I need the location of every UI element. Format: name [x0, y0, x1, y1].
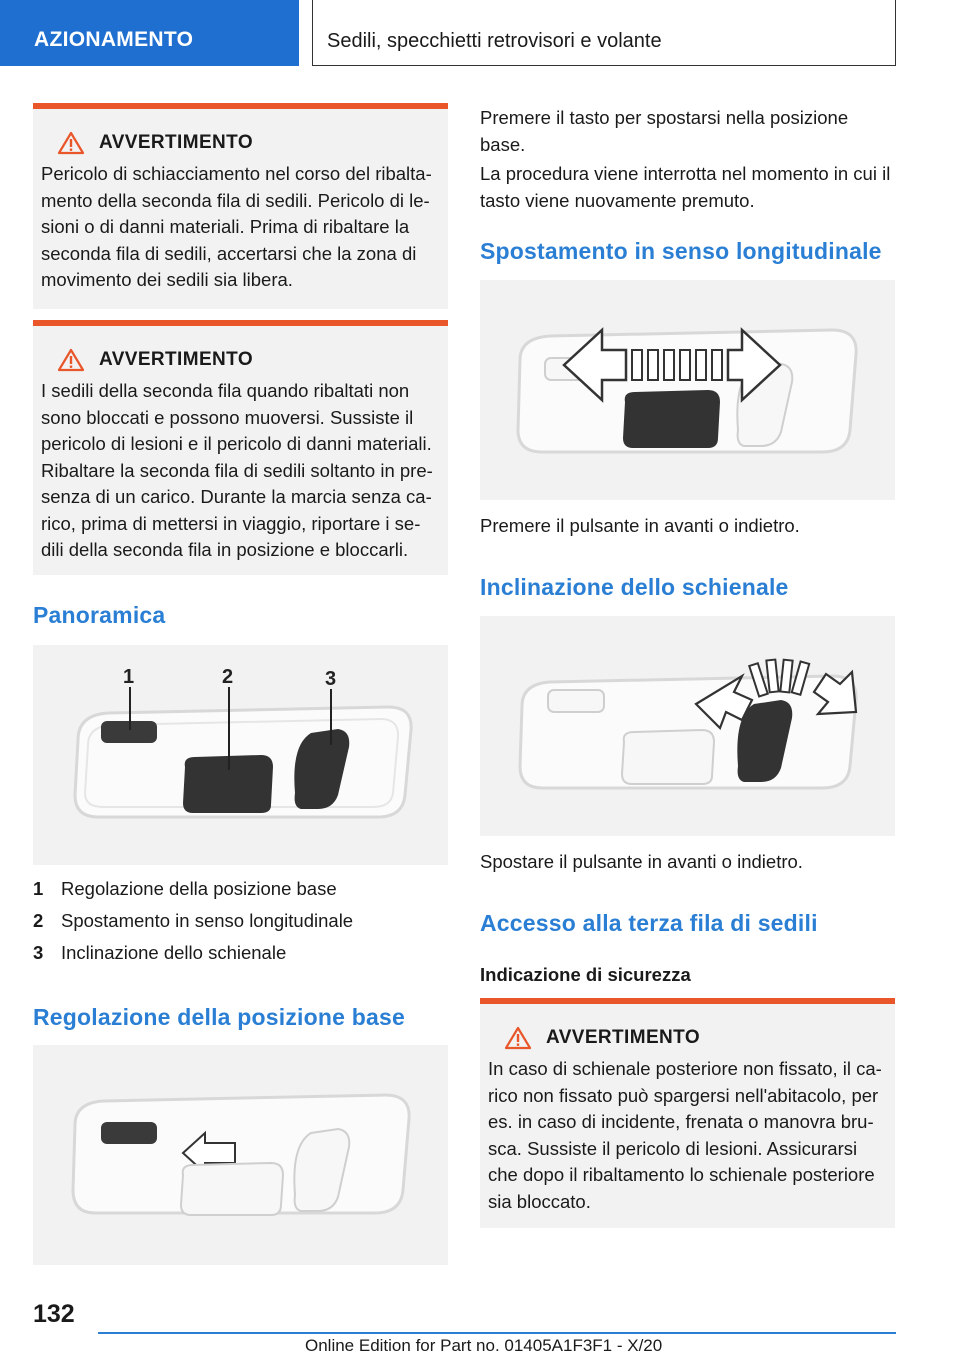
warning-triangle-icon	[57, 348, 85, 372]
warning-box-unsecured-backrest	[480, 998, 895, 1228]
footer-edition: Online Edition for Part no. 01405A1F3F1 - X/20	[305, 1336, 663, 1355]
warning-title: AVVERTIMENTO	[99, 132, 253, 153]
heading-overview: Panoramica	[33, 602, 166, 628]
callout-2: 2	[222, 666, 234, 688]
warning-title: AVVERTIMENTO	[99, 349, 253, 370]
callout-3: 3	[325, 668, 337, 690]
warning-box-crush	[33, 103, 448, 309]
warning-text: Pericolo di schiacciamento nel corso del ribalta-mento della seconda fila di sedili. Pericolo di le-sioni o di danni materiali. Prima di ribaltare la seconda fila di sedili, accertarsi che la zona di movimento dei sedili sia libera.	[41, 163, 432, 290]
section-tab	[0, 0, 299, 66]
warning-text: In caso di schienale posteriore non fissato, il ca-rico non fissato può spargersi nell'abitacolo, per es. in caso di incidente, frenata o manovra bru-sca. Sussiste il pericolo di lesioni. Assicurarsi che dopo il ribaltamento lo schienale posteriore sia bloccato.	[488, 1058, 882, 1212]
section-title: AZIONAMENTO	[34, 28, 194, 51]
overview-legend	[33, 873, 448, 969]
callout-1: 1	[123, 666, 135, 688]
heading-base-position: Regolazione della posizione base	[33, 1004, 405, 1030]
backrest-button-image	[480, 616, 895, 836]
legend-item: 1 Regolazione della posizione base	[33, 878, 337, 899]
warning-text: I sedili della seconda fila quando ribaltati non sono bloccati e possono muoversi. Sussiste il pericolo di lesioni e il pericolo di danni materiali. Ribaltare la seconda fila di sedili soltanto in pre-senza di un carico. Durante la marcia senza ca-rico, prima di mettersi in viaggio, riportare i se-dili della seconda fila in posizione e bloccarli.	[41, 380, 433, 560]
subheading-safety: Indicazione di sicurezza	[480, 964, 691, 985]
warning-box-unlocked-seats	[33, 320, 448, 575]
chapter-header	[312, 0, 896, 66]
warning-triangle-icon	[57, 131, 85, 155]
warning-title: AVVERTIMENTO	[546, 1027, 700, 1048]
backrest-caption: Spostare il pulsante in avanti o indietro.	[480, 851, 803, 872]
longitudinal-button-image	[480, 280, 895, 500]
page-number: 132	[33, 1300, 75, 1328]
warning-triangle-icon	[504, 1026, 532, 1050]
heading-backrest: Inclinazione dello schienale	[480, 574, 789, 600]
legend-item: 2 Spostamento in senso longitudinale	[33, 910, 354, 931]
longitudinal-caption: Premere il pulsante in avanti o indietro.	[480, 515, 800, 536]
footer-divider	[98, 1332, 896, 1334]
heading-third-row: Accesso alla terza fila di sedili	[480, 910, 818, 936]
legend-item: 3 Inclinazione dello schienale	[33, 942, 287, 963]
heading-longitudinal: Spostamento in senso longitudinale	[480, 238, 882, 264]
seat-controls-overview-image	[33, 645, 448, 865]
base-position-text-2: La procedura viene interrotta nel momento in cui il tasto viene nuovamente premuto.	[480, 163, 891, 211]
base-position-button-image	[33, 1045, 448, 1265]
chapter-title: Sedili, specchietti retrovisori e volante	[327, 30, 662, 52]
base-position-text-1: Premere il tasto per spostarsi nella posizione base.	[480, 107, 849, 155]
